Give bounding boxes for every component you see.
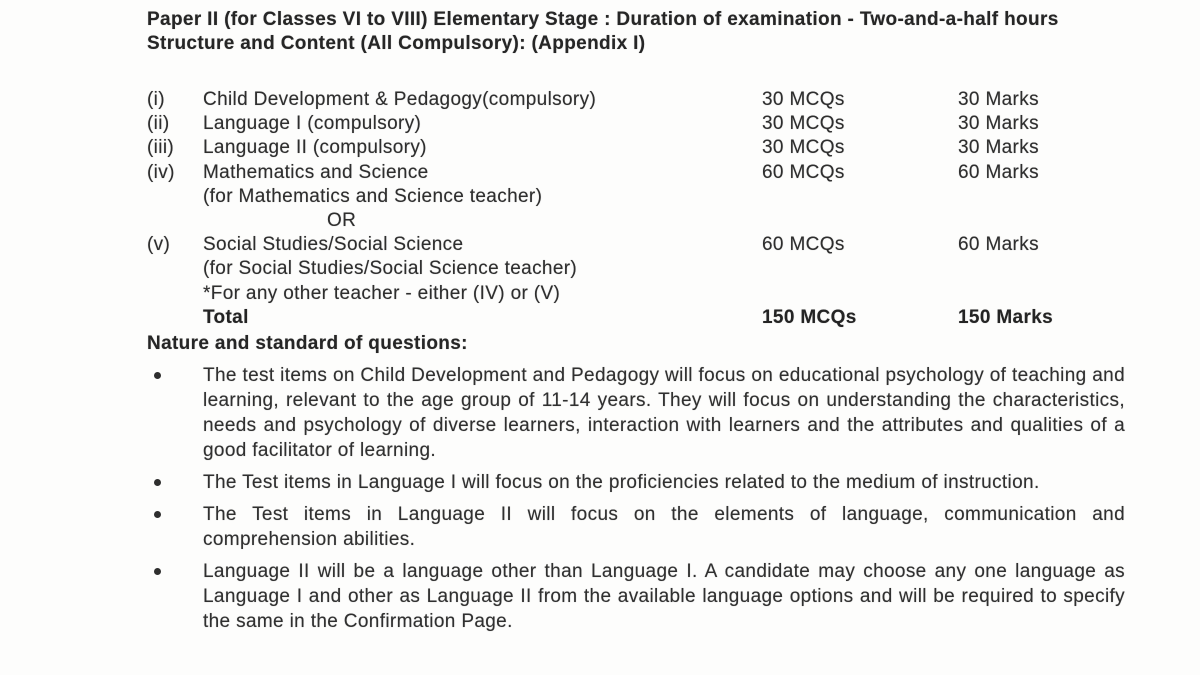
- marks-cell: 60 Marks: [958, 234, 1039, 256]
- subject-cell: (for Mathematics and Science teacher): [203, 185, 543, 207]
- list-item: [147, 559, 1125, 634]
- row-number-cell: (i): [147, 89, 165, 110]
- title-line-1: Paper II (for Classes VI to VIII) Elementary Stage : Duration of examination - Two-and-a-half hours: [147, 9, 1059, 30]
- bullet-text: Language II will be a language other than Language I. A candidate may choose any one language as Language I and other as Language II from the available language options and will be required to specify the same in the Confirmation Page.: [203, 560, 1125, 632]
- marks-cell: 30 Marks: [958, 89, 1039, 110]
- marks-cell: 150 Marks: [958, 306, 1054, 328]
- bullet-icon: [154, 511, 161, 518]
- list-item: [147, 470, 1125, 495]
- table-row: [147, 306, 1125, 330]
- marks-cell: 60 Marks: [958, 161, 1039, 183]
- bullet-icon: [154, 568, 161, 575]
- mcqs-cell: 60 MCQs: [762, 234, 845, 256]
- table-row: [147, 209, 1125, 233]
- row-number-cell: (ii): [147, 113, 170, 135]
- row-number-cell: (v): [147, 234, 171, 256]
- subject-cell: Language I (compulsory): [203, 113, 422, 135]
- subject-cell: *For any other teacher - either (IV) or (V): [203, 282, 561, 304]
- mcqs-cell: 30 MCQs: [762, 137, 845, 159]
- table-row: [147, 257, 1125, 281]
- row-number-cell: (iii): [147, 137, 175, 159]
- marks-cell: 30 Marks: [958, 113, 1039, 135]
- bullet-text: The test items on Child Development and Pedagogy will focus on educational psychology of teaching and learning, relevant to the age group of 11-14 years. They will focus on understanding the characteristics, needs and psychology of diverse learners, interaction with learners and the attributes and qualities of a good facilitator of learning.: [203, 364, 1125, 461]
- subject-cell: Child Development & Pedagogy(compulsory): [203, 89, 597, 110]
- bullet-icon: [154, 479, 161, 486]
- table-row: [147, 136, 1125, 160]
- mcqs-cell: 60 MCQs: [762, 161, 845, 183]
- subject-cell: OR: [327, 209, 357, 231]
- subject-cell: Language II (compulsory): [203, 137, 427, 159]
- table-row: [147, 233, 1125, 257]
- bullet-text: The Test items in Language II will focus on the elements of language, communication and comprehension abilities.: [203, 503, 1125, 550]
- exam-structure-table: [147, 88, 1125, 330]
- page-title: [147, 8, 1125, 55]
- bullet-text: The Test items in Language I will focus on the proficiencies related to the medium of instruction.: [203, 471, 1040, 493]
- table-row: [147, 282, 1125, 306]
- table-row: [147, 88, 1125, 112]
- mcqs-cell: 150 MCQs: [762, 306, 857, 328]
- row-number-cell: (iv): [147, 161, 175, 183]
- title-line-2: Structure and Content (All Compulsory): (Appendix I): [147, 32, 646, 54]
- marks-cell: 30 Marks: [958, 137, 1039, 159]
- mcqs-cell: 30 MCQs: [762, 113, 845, 135]
- table-row: [147, 161, 1125, 185]
- section-heading: Nature and standard of questions:: [147, 332, 468, 354]
- mcqs-cell: 30 MCQs: [762, 89, 845, 110]
- subject-cell: Total: [203, 306, 249, 328]
- table-row: [147, 112, 1125, 136]
- subject-cell: (for Social Studies/Social Science teacher): [203, 258, 578, 280]
- page-content: [147, 8, 1125, 641]
- list-item: [147, 502, 1125, 552]
- bullet-icon: [154, 372, 161, 379]
- subject-cell: Mathematics and Science: [203, 161, 429, 183]
- subject-cell: Social Studies/Social Science: [203, 234, 464, 256]
- list-item: [147, 363, 1125, 463]
- table-row: [147, 185, 1125, 209]
- nature-of-questions-list: [147, 363, 1125, 634]
